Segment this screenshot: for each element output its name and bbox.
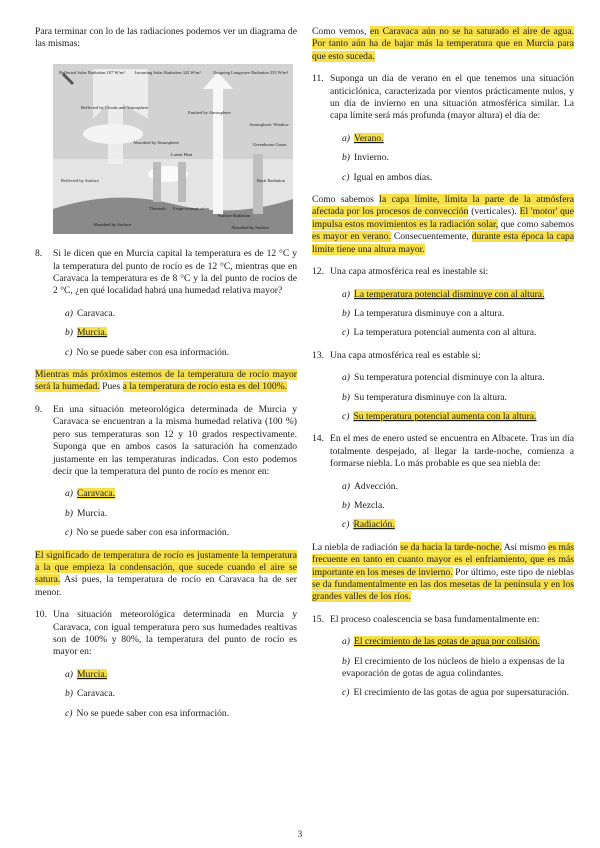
question-14: [312, 433, 574, 470]
option-b: b) El crecimiento de los núcleos de hielo a expensas de la evaporación de gotas de agua colindantes.: [342, 655, 565, 680]
option-a: a) Caravaca.: [65, 307, 116, 319]
question-number: 14.: [312, 433, 324, 445]
label-latent-heat: Latent Heat: [171, 151, 193, 157]
page-number: 3: [297, 829, 303, 839]
question-number: 12.: [312, 266, 324, 278]
option-b: b) Murcia.: [65, 507, 108, 519]
question-text: Una situación meteorológica determinada en Murcia y Caravaca, con igual temperatura pero sus humedades realtivas son de 100% y 80%, la temperatura del punto de rocío es mayor en:: [53, 609, 297, 658]
question-9: [35, 404, 297, 478]
options-9: [65, 488, 297, 539]
option-b: b) Su temperatura disminuye con la altura.: [342, 391, 507, 403]
right-column: [312, 26, 574, 710]
option-c: c) No se puede saber con esa información.: [65, 527, 230, 539]
options-15: [342, 636, 574, 700]
intro-text: Para terminar con lo de las radiaciones podemos ver un diagrama de las mismas:: [35, 26, 297, 50]
radiation-diagram: [53, 64, 293, 234]
question-10: [35, 609, 297, 659]
question-13: [312, 350, 574, 362]
back-radiation-arrow: [253, 154, 263, 214]
label-back-radiation: Back Radiation: [257, 177, 285, 183]
explanation-14: La niebla de radiación se da hacia la tarde-noche. Así mismo es más frecuente en tanto en cuanto mayor es el enfriamiento, que es más importante en los meses de invierno. Por último, este tipo de nieblas se da fundamentalmente en las dos mesetas de la península y en los grandes valles de los ríos.: [312, 541, 574, 603]
label-reflected-surface: Reflected by Surface: [61, 177, 99, 183]
question-text: En una situación meteorológica determinada de Murcia y Caravaca se encuentran a la misma humedad relativa (100 %) pero sus temperaturas son 12 y 10 grados respectivamente. Suponga que en ambos casos la saturación ha comenzado justamente en las temperaturas indicadas. Con esto podemos decir que la temperatura del punto de rocío es menor en:: [53, 403, 297, 477]
question-number: 10.: [35, 609, 47, 621]
label-thermals: Thermals: [149, 205, 166, 211]
option-c: c) Igual en ambos días.: [342, 171, 433, 183]
option-a: a) Verano.: [342, 132, 384, 144]
question-text: Si le dicen que en Murcia capital la temperatura es de 12 °C y la temperatura del punto de rocío es de 12 °C, mientras que en Caravaca la temperatura es de 8 °C y la del punto de rocíos de 2 °C, ¿en qué localidad habrá una humedad relativa mayor?: [53, 248, 297, 297]
question-text: Una capa atmosférica real es inestable si:: [330, 266, 489, 278]
option-c: c) No se puede saber con esa información.: [65, 346, 230, 358]
option-b: b) La temperatura disminuye con a altura.: [342, 307, 505, 319]
label-reflected-clouds: Reflected by Clouds and Atmosphere: [81, 104, 149, 110]
options-11: [342, 133, 574, 184]
question-text: En el mes de enero usted se encuentra en Albacete. Tras un día totalmente despejado, al llegar la tarde-noche, comienza a formarse niebla. Lo más probable es que sea niebla de:: [330, 433, 574, 470]
label-absorbed-by-surface: Absorbed by Surface: [231, 224, 269, 230]
option-b: b) Caravaca.: [65, 688, 116, 700]
options-14: [342, 481, 574, 532]
question-8: [35, 248, 297, 298]
option-a: a) Caravaca.: [65, 488, 116, 500]
question-12: [312, 266, 574, 278]
question-11: [312, 73, 574, 123]
label-window: Atmospheric Window: [249, 121, 289, 127]
label-greenhouse: Greenhouse Gases: [253, 141, 287, 147]
label-reflected-solar: Reflected Solar Radiation 107 W/m²: [59, 69, 125, 75]
label-outgoing-longwave: Outgoing Longwave Radiation 235 W/m²: [213, 69, 289, 75]
options-13: [342, 372, 574, 423]
question-text: El proceso coalescencia se basa fundamentalmente en:: [330, 613, 540, 625]
question-text: Una capa atmosférica real es estable si:: [330, 349, 481, 361]
label-emitted-atm: Emitted by Atmosphere: [188, 109, 231, 115]
question-number: 8.: [35, 248, 43, 260]
left-column: [35, 26, 297, 730]
label-incoming-solar: Incoming Solar Radiation 342 W/m²: [135, 69, 201, 75]
option-b: b) Murcia.: [65, 327, 108, 339]
explanation-8: Mientras más próximos estemos de la temperatura de rocío mayor será la humedad. Pues a la temperatura de rocío esta es del 100%.: [35, 369, 297, 393]
option-a: a) Murcia.: [65, 668, 108, 680]
label-evapo: Evapo-transpiration: [173, 205, 209, 211]
option-c: c) No se puede saber con esa información.: [65, 707, 230, 719]
option-a: a) La temperatura potencial disminuye con al altura.: [342, 288, 545, 300]
option-a: a) El crecimiento de las gotas de agua por colisión.: [342, 636, 540, 648]
explanation-9: El significado de temperatura de rocío es justamente la temperatura a la que empieza la condensación, que sucede cuando el aire se satura. Así pues, la temperatura de rocío en Caravaca ha de ser menor.: [35, 549, 297, 598]
options-10: [65, 669, 297, 720]
option-b: b) Mezcla.: [342, 499, 385, 511]
question-15: [312, 614, 574, 626]
thermals-arrow: [153, 162, 161, 202]
option-a: a) Advección.: [342, 480, 398, 492]
option-c: c) Su temperatura potencial aumenta con la altura.: [342, 410, 537, 422]
question-number: 13.: [312, 349, 324, 361]
options-12: [342, 289, 574, 340]
question-number: 15.: [312, 613, 324, 625]
latent-heat-arrow: [178, 162, 186, 202]
option-c: c) Radiación.: [342, 519, 395, 531]
option-a: a) Su temperatura potencial disminuye con la altura.: [342, 372, 545, 384]
label-absorbed-surface: Absorbed by Surface: [93, 221, 131, 227]
question-text: Suponga un día de verano en el que tenemos una situación anticiclónica, caracterizada por vientos prácticamente nulos, y un día de invierno en una situación atmosférica similar. La capa límite será más profunda (mayor altura) el día de:: [330, 73, 574, 122]
explanation-11: Como sabemos la capa límite, limita la parte de la atmósfera afectada por los procesos de convección (verticales). El 'motor' que impulsa estos movimientos es la radiación solar, que como sabemos es mayor en verano. Consecuentemente, durante esta época la capa límite tiene una altura mayor.: [312, 194, 575, 255]
option-b: b) Invierno.: [342, 152, 389, 164]
options-8: [65, 308, 297, 359]
label-surface-radiation: Surface Radiation: [218, 212, 251, 218]
label-absorbed-atm: Absorbed by Atmosphere: [133, 139, 179, 145]
option-c: c) El crecimiento de las gotas de agua por supersaturación.: [342, 687, 569, 699]
option-c: c) La temperatura potencial aumenta con al altura.: [342, 327, 537, 339]
question-number: 11.: [312, 73, 324, 85]
question-number: 9.: [35, 403, 43, 415]
explanation-10: Como vemos, en Caravaca aún no se ha saturado el aire de agua. Por tanto aún ha de bajar más la temperatura que en Murcia para que esto suceda.: [312, 26, 575, 62]
